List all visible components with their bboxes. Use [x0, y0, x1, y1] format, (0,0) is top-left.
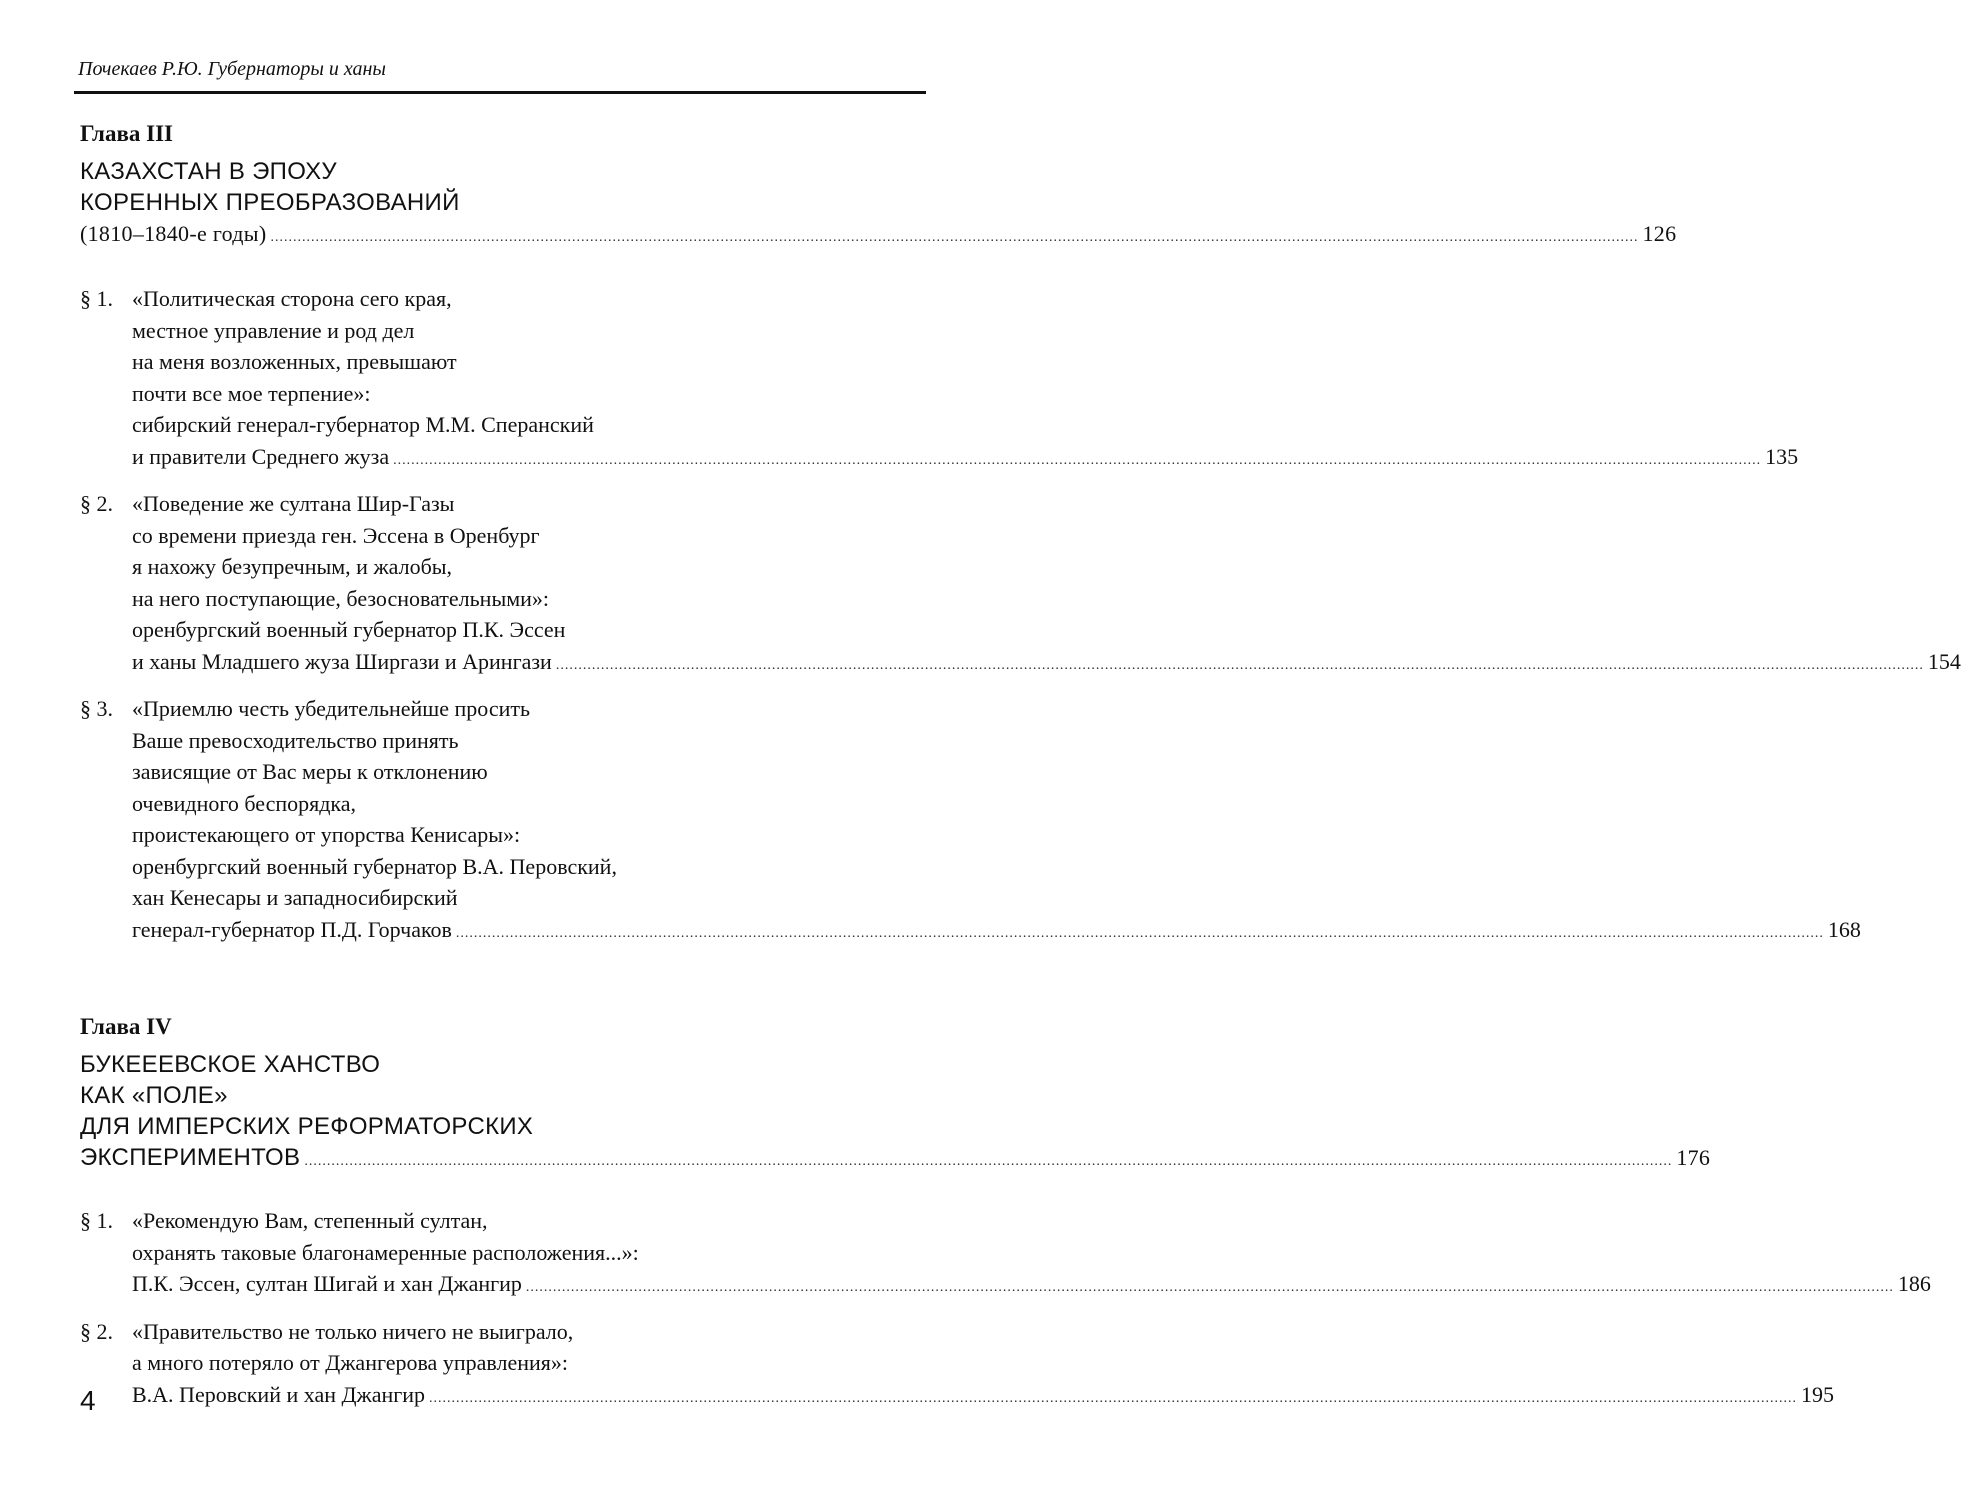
page-ref: 176 — [1676, 1145, 1711, 1170]
entry-line: со времени приезда ген. Эссена в Оренбург — [132, 522, 540, 548]
entry-line: местное управление и род дел — [132, 317, 415, 343]
page-ref: 195 — [1801, 1381, 1835, 1407]
entry-line: и правители Среднего жуза — [132, 443, 390, 469]
toc-entry[interactable] — [80, 283, 1799, 476]
leader-dots — [456, 918, 1824, 950]
title-last-line — [80, 218, 1677, 253]
entry-line: оренбургский военный губернатор П.К. Эссен — [132, 617, 566, 642]
header-rule — [74, 91, 926, 94]
entry-line: а много потеряло от Джангерова управления»: — [132, 1350, 568, 1375]
entry-line: Ваше превосходительство принять — [132, 727, 459, 753]
entry-line: проистекающего от упорства Кенисары»: — [132, 822, 521, 847]
leader-dots — [270, 222, 1638, 253]
page-number: 4 — [80, 1385, 96, 1416]
entry-line: оренбургский военный губернатор В.А. Перовский, — [132, 853, 617, 879]
title-line: КАЗАХСТАН В ЭПОХУ — [80, 158, 337, 185]
page-ref: 126 — [1642, 221, 1677, 246]
entry-line: генерал-губернатор П.Д. Горчаков — [132, 916, 452, 942]
chapter-label: Глава IV — [80, 1014, 172, 1039]
entry-line: зависящие от Вас меры к отклонению — [132, 759, 488, 784]
title-line: БУКЕЕЕВСКОЕ ХАНСТВО — [80, 1051, 381, 1078]
entry-line: на меня возложенных, превышают — [132, 349, 457, 374]
entry-line: хан Кенесары и западносибирский — [132, 885, 458, 910]
entry-line: на него поступающие, безосновательными»: — [132, 585, 550, 611]
entry-line: почти все мое терпение»: — [132, 380, 371, 406]
chapter-title[interactable] — [80, 156, 1677, 253]
entry-line: «Рекомендую Вам, степенный султан, — [132, 1208, 488, 1233]
chapter-4 — [80, 1011, 1931, 1414]
section-number: § 2. — [80, 491, 113, 516]
title-line: КАК «ПОЛЕ» — [80, 1082, 228, 1109]
leader-dots — [429, 1383, 1797, 1415]
entry-line: я нахожу безупречным, и жалобы, — [132, 554, 453, 579]
entry-line: «Поведение же султана Шир-Газы — [132, 491, 455, 516]
running-title: Почекаев Р.Ю. Губернаторы и ханы — [78, 58, 386, 80]
chapter-title[interactable] — [80, 1049, 1711, 1177]
entry-line: и ханы Младшего жуза Ширгази и Арингази — [132, 648, 552, 674]
title-line: (1810–1840-е годы) — [80, 221, 267, 246]
entry-line: В.А. Перовский и хан Джангир — [132, 1381, 426, 1407]
title-last-line — [80, 1142, 1711, 1177]
leader-dots — [526, 1272, 1894, 1304]
chapter-3 — [80, 118, 1961, 949]
page-ref: 186 — [1897, 1271, 1931, 1296]
entry-line: «Политическая сторона сего края, — [132, 286, 452, 311]
title-line: ДЛЯ ИМПЕРСКИХ РЕФОРМАТОРСКИХ — [80, 1113, 534, 1140]
toc-entry[interactable] — [80, 693, 1861, 949]
entry-line: «Приемлю честь убедительнейше просить — [132, 696, 531, 721]
section-number: § 2. — [80, 1318, 113, 1344]
page-ref: 154 — [1927, 648, 1961, 674]
entry-line: очевидного беспорядка, — [132, 790, 357, 816]
leader-dots — [393, 445, 1761, 477]
entry-line: «Правительство не только ничего не выиграло, — [132, 1318, 574, 1344]
toc-entry[interactable] — [80, 1205, 1931, 1304]
section-number: § 1. — [80, 286, 113, 311]
toc-entry[interactable] — [80, 1316, 1835, 1415]
entry-line: П.К. Эссен, султан Шигай и хан Джангир — [132, 1271, 522, 1296]
page-ref: 168 — [1827, 916, 1861, 942]
entry-line: сибирский генерал-губернатор М.М. Сперанский — [132, 412, 594, 437]
title-line: ЭКСПЕРИМЕНТОВ — [80, 1144, 301, 1171]
leader-dots — [556, 650, 1924, 682]
leader-dots — [304, 1146, 1672, 1177]
section-number: § 1. — [80, 1208, 113, 1233]
section-number: § 3. — [80, 696, 113, 721]
page-ref: 135 — [1765, 443, 1799, 469]
table-of-contents — [80, 118, 1961, 1414]
entry-line: охранять таковые благонамеренные расположения...»: — [132, 1239, 639, 1265]
title-line: КОРЕННЫХ ПРЕОБРАЗОВАНИЙ — [80, 189, 460, 216]
chapter-label: Глава III — [80, 121, 173, 146]
toc-entry[interactable] — [80, 488, 1961, 681]
